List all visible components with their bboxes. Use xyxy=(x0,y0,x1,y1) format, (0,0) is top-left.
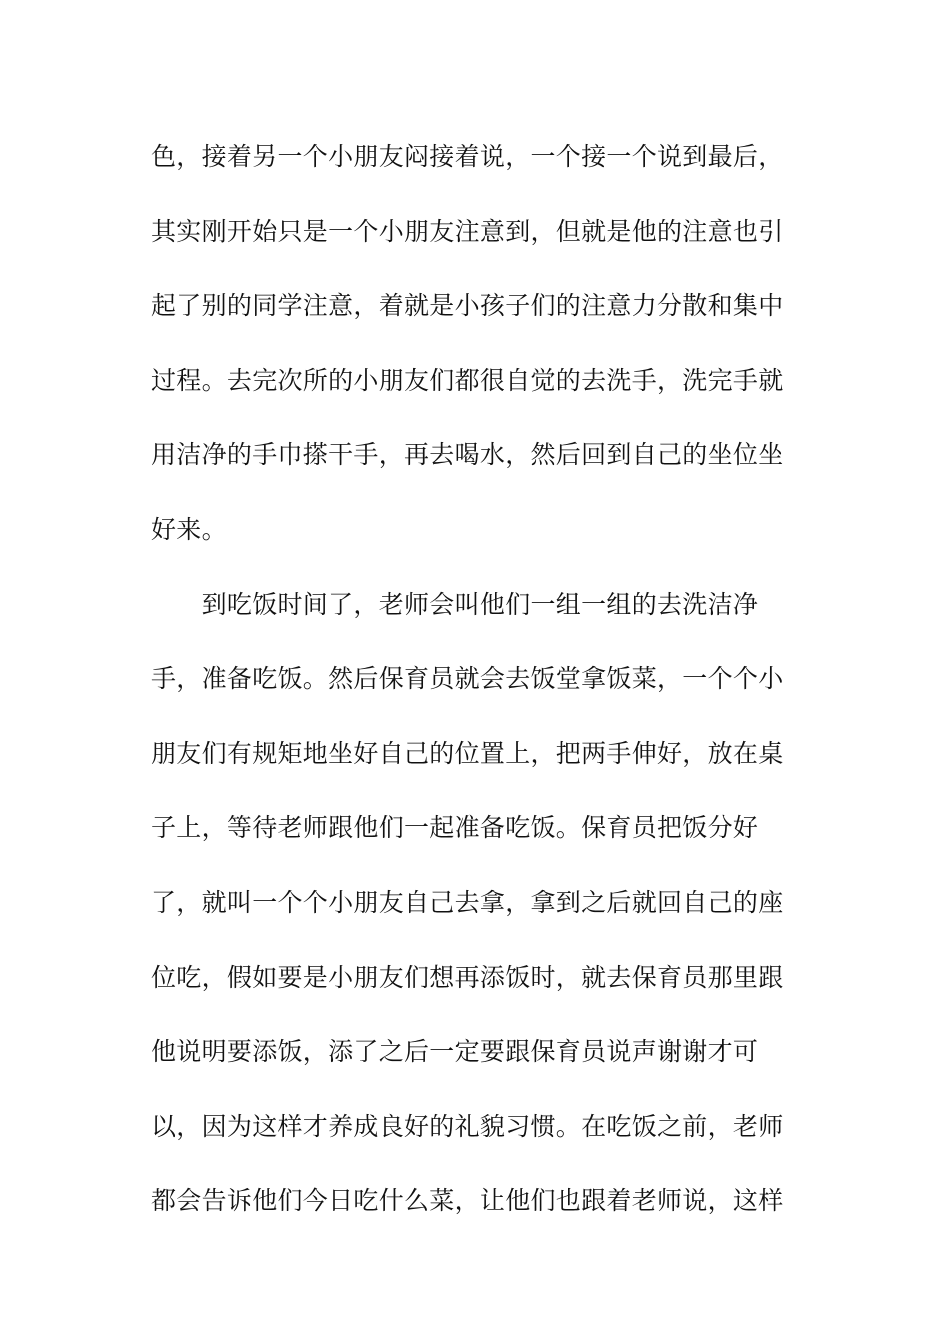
text-line: 子上，等待老师跟他们一起准备吃饭。保育员把饭分好 xyxy=(151,813,759,843)
body-text xyxy=(151,132,811,1251)
text-line: 都会告诉他们今日吃什么菜，让他们也跟着老师说，这样 xyxy=(151,1186,784,1216)
text-line: 好来。 xyxy=(151,514,227,544)
text-line: 用洁净的手巾搽干手，再去喝水，然后回到自己的坐位坐 xyxy=(151,440,784,470)
text-line: 位吃，假如要是小朋友们想再添饭时，就去保育员那里跟 xyxy=(151,962,784,992)
text-line: 他说明要添饭，添了之后一定要跟保育员说声谢谢才可 xyxy=(151,1037,759,1067)
text-line: 到吃饭时间了，老师会叫他们一组一组的去洗洁净 xyxy=(151,589,759,619)
text-line: 以，因为这样才养成良好的礼貌习惯。在吃饭之前，老师 xyxy=(151,1111,784,1141)
text-line: 色，接着另一个小朋友闷接着说，一个接一个说到最后， xyxy=(151,142,784,171)
text-line: 朋友们有规矩地坐好自己的位置上，把两手伸好，放在桌 xyxy=(151,738,784,768)
text-line: 过程。去完次所的小朋友们都很自觉的去洗手，洗完手就 xyxy=(151,365,784,395)
text-line: 其实刚开始只是一个小朋友注意到，但就是他的注意也引 xyxy=(151,216,784,246)
text-line: 起了别的同学注意，着就是小孩子们的注意力分散和集中 xyxy=(151,291,784,321)
text-line: 手，准备吃饭。然后保育员就会去饭堂拿饭菜，一个个小 xyxy=(151,664,784,694)
text-line: 了，就叫一个个小朋友自己去拿，拿到之后就回自己的座 xyxy=(151,887,784,917)
